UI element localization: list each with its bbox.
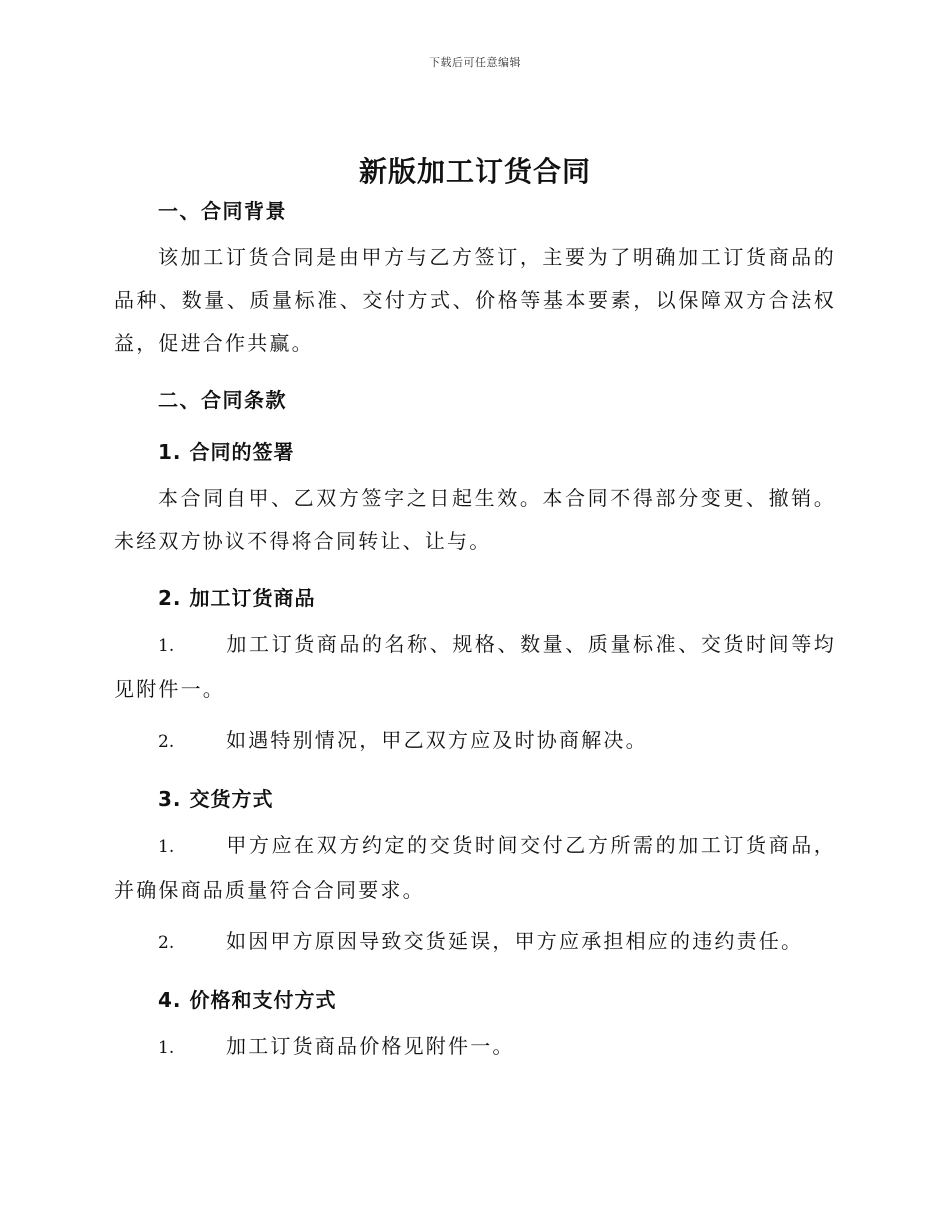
list-item-number: 1.: [158, 636, 175, 656]
section-heading-clauses: 二、合同条款: [158, 388, 287, 412]
section-heading-background: 一、合同背景: [158, 199, 287, 223]
list-item-text: 加工订货商品的名称、规格、数量、质量标准、交货时间等均见附件一。: [114, 632, 836, 701]
list-item: [114, 920, 836, 965]
list-item: [114, 824, 836, 912]
document-body: [114, 194, 836, 1070]
clause-heading-payment: 4. 价格和支付方式: [158, 988, 337, 1012]
list-item-text: 甲方应在双方约定的交货时间交付乙方所需的加工订货商品，并确保商品质量符合合同要求。: [114, 833, 836, 902]
list-item: [114, 1025, 836, 1070]
clause-heading-goods: 2. 加工订货商品: [158, 586, 316, 610]
list-item-text: 如因甲方原因导致交货延误，甲方应承担相应的违约责任。: [226, 929, 804, 953]
signing-paragraph: 本合同自甲、乙双方签字之日起生效。本合同不得部分变更、撤销。未经双方协议不得将合同转让、让与。: [114, 486, 836, 553]
clause-heading-signing: 1. 合同的签署: [158, 440, 295, 464]
list-item: [114, 719, 836, 764]
list-item-number: 2.: [158, 933, 175, 953]
list-item-number: 2.: [158, 732, 175, 752]
document-title: 新版加工订货合同: [358, 155, 591, 188]
list-item-number: 1.: [158, 1038, 175, 1058]
list-item-number: 1.: [158, 837, 175, 857]
background-paragraph: 该加工订货合同是由甲方与乙方签订，主要为了明确加工订货商品的品种、数量、质量标准、交付方式、价格等基本要素，以保障双方合法权益，促进合作共赢。: [114, 245, 836, 355]
list-item: [114, 623, 836, 711]
header-note: 下载后可任意编辑: [429, 56, 521, 69]
list-item-text: 加工订货商品价格见附件一。: [226, 1034, 515, 1058]
clause-heading-delivery: 3. 交货方式: [158, 787, 274, 811]
list-item-text: 如遇特别情况，甲乙双方应及时协商解决。: [226, 728, 648, 752]
